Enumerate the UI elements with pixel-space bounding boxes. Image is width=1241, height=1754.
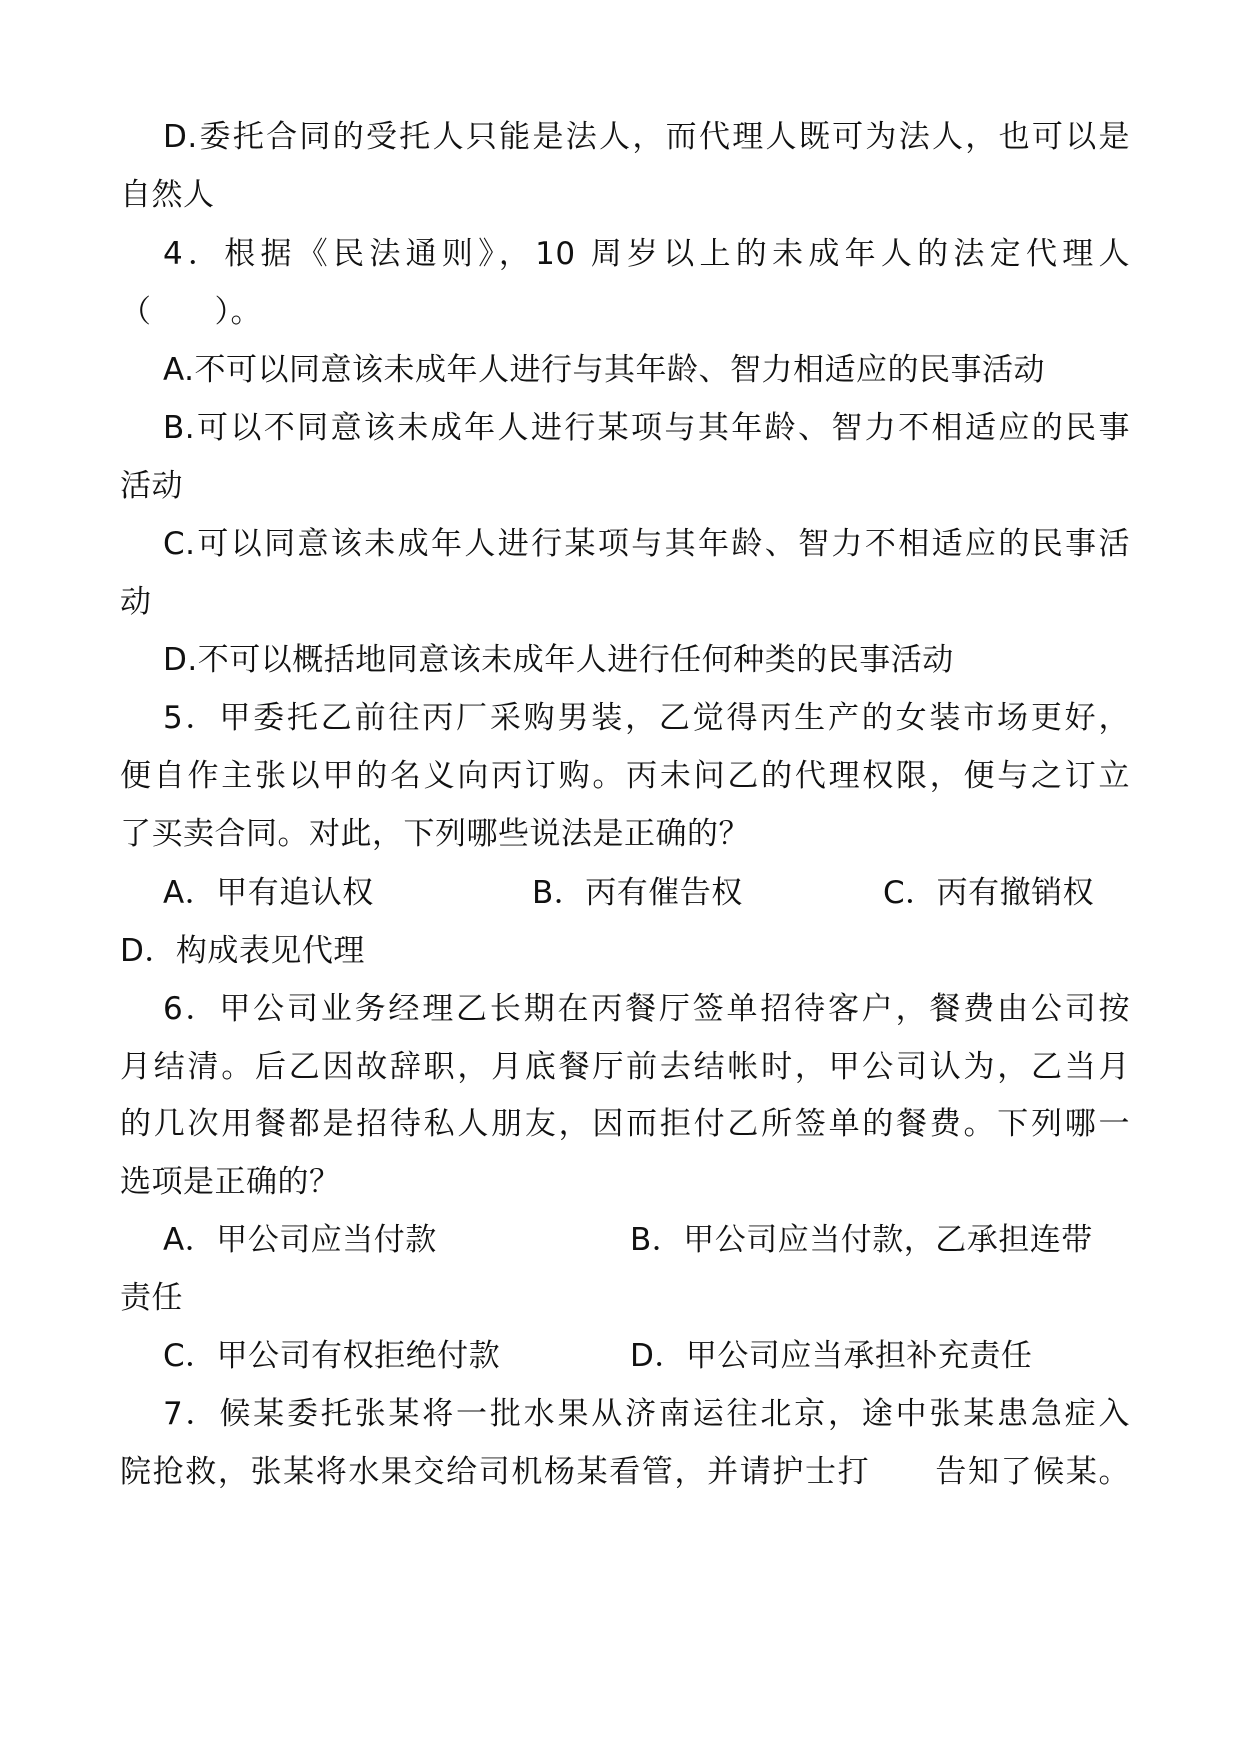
- q6-option-b: B．甲公司应当付款，乙承担连带: [630, 1222, 1093, 1258]
- q4-stem-line1: 4．根据《民法通则》，10 周岁以上的未成年人的法定代理人: [163, 236, 1130, 272]
- q3-option-d-line1: D.委托合同的受托人只能是法人，而代理人既可为法人，也可以是: [163, 119, 1130, 155]
- q4-stem-line2: （ ）。: [120, 294, 262, 330]
- q5-stem-line3: 了买卖合同。对此，下列哪些说法是正确的？: [120, 816, 750, 852]
- q4-option-b-line2: 活动: [120, 468, 183, 504]
- q4-option-d: D.不可以概括地同意该未成年人进行任何种类的民事活动: [163, 642, 954, 678]
- q7-stem-line2: 院抢救，张某将水果交给司机杨某看管，并请护士打 告知了候某。: [120, 1454, 1130, 1490]
- q5-option-d: D．构成表见代理: [120, 933, 365, 969]
- q4-option-c-line1: C.可以同意该未成年人进行某项与其年龄、智力不相适应的民事活: [163, 526, 1130, 562]
- q5-option-b: B．丙有催告权: [532, 875, 743, 911]
- q5-stem-line2: 便自作主张以甲的名义向丙订购。丙未问乙的代理权限，便与之订立: [120, 758, 1130, 794]
- q4-option-a: A.不可以同意该未成年人进行与其年龄、智力相适应的民事活动: [163, 352, 1046, 388]
- q6-stem-line4: 选项是正确的？: [120, 1164, 341, 1200]
- q6-option-a: A．甲公司应当付款: [163, 1222, 437, 1258]
- q6-stem-line1: 6．甲公司业务经理乙长期在丙餐厅签单招待客户，餐费由公司按: [163, 991, 1130, 1027]
- q7-stem-line1: 7．候某委托张某将一批水果从济南运往北京，途中张某患急症入: [163, 1396, 1130, 1432]
- q5-option-a: A．甲有追认权: [163, 875, 374, 911]
- q4-option-b-line1: B.可以不同意该未成年人进行某项与其年龄、智力不相适应的民事: [163, 410, 1130, 446]
- q4-option-c-line2: 动: [120, 584, 152, 620]
- q6-stem-line3: 的几次用餐都是招待私人朋友，因而拒付乙所签单的餐费。下列哪一: [120, 1106, 1130, 1142]
- q5-stem-line1: 5．甲委托乙前往丙厂采购男装，乙觉得丙生产的女装市场更好，: [163, 700, 1130, 736]
- q6-stem-line2: 月结清。后乙因故辞职，月底餐厅前去结帐时，甲公司认为，乙当月: [120, 1049, 1130, 1085]
- q6-option-c: C．甲公司有权拒绝付款: [163, 1338, 501, 1374]
- q6-option-d: D．甲公司应当承担补充责任: [630, 1338, 1033, 1374]
- q5-option-c: C．丙有撤销权: [883, 875, 1095, 911]
- q6-option-b-cont: 责任: [120, 1280, 183, 1316]
- q3-option-d-line2: 自然人: [120, 177, 215, 213]
